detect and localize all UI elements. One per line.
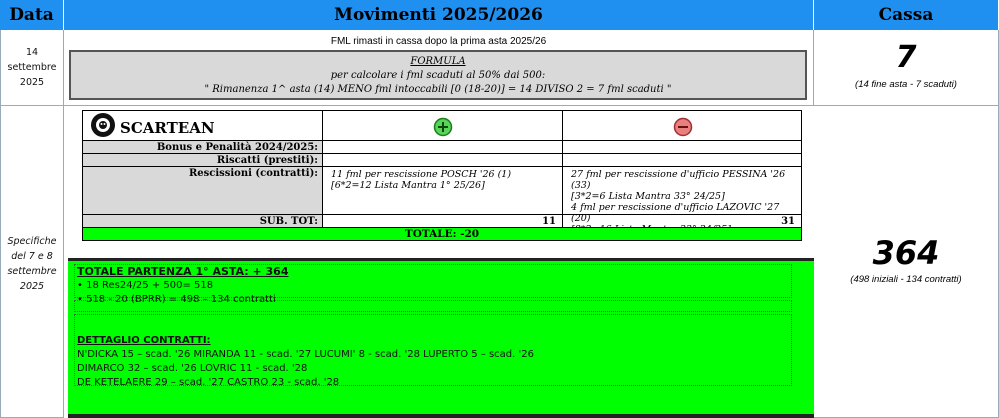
rescissioni-plus-cell: [322, 166, 562, 214]
fml-note: FML rimasti in cassa dopo la prima asta 2025/26: [330, 36, 547, 47]
row2-date-line: Specifiche: [7, 236, 57, 247]
team-logo: [91, 113, 115, 137]
row2-cassa-value: 364: [872, 234, 940, 272]
riscatti-minus-cell: [562, 153, 802, 166]
totale-partenza: TOTALE PARTENZA 1° ASTA: + 364: [77, 265, 289, 278]
formula-title: FORMULA: [410, 56, 466, 67]
plus-circle-icon: [433, 117, 453, 141]
row1-date-line: 2025: [19, 77, 45, 88]
row2-date-line: del 7 e 8: [11, 251, 53, 262]
dettaglio-line: N'DICKA 15 – scad. '26 MIRANDA 11 - scad. '27 LUCUMI' 8 - scad. '28 LUPERTO 5 – scad. '26: [77, 349, 534, 360]
row1-movimenti-cell: [64, 30, 814, 106]
row1-date-cell: [0, 30, 64, 106]
partenza-block: [68, 258, 814, 418]
formula-box: [69, 50, 807, 100]
subtot-minus: 31: [781, 216, 795, 227]
row1-cassa-value: 7: [895, 40, 917, 75]
row2-date-line: 2025: [19, 281, 45, 292]
rescissione-minus-line: [3*2=6 Lista Mantra 33° 24/25]: [571, 191, 725, 202]
partenza-line: • 18 Res24/25 + 500= 518: [77, 280, 214, 291]
row2-cassa-note: (498 iniziali - 134 contratti): [850, 274, 962, 285]
formula-line2: " Rimanenza 1^ asta (14) MENO fml intoccabili [0 (18-20)] = 14 DIVISO 2 = 7 fml scaduti ": [204, 84, 672, 95]
minus-circle-icon: [673, 117, 693, 141]
subtot-plus: 11: [542, 216, 556, 227]
team-name: SCARTEAN: [120, 119, 215, 137]
dettaglio-title: DETTAGLIO CONTRATTI:: [77, 335, 211, 346]
row1-cassa-cell: [814, 30, 999, 106]
row1-cassa-note: (14 fine asta - 7 scaduti): [855, 79, 957, 90]
scartean-table: [82, 110, 802, 238]
rescissione-plus-line: 11 fml per rescissione POSCH '26 (1): [331, 169, 512, 180]
riscatti-label: Riscatti (prestiti):: [216, 155, 318, 166]
row2-movimenti-cell: [64, 106, 814, 418]
bonus-plus-cell: [322, 140, 562, 153]
rescissione-plus-line: [6*2=12 Lista Mantra 1° 25/26]: [331, 180, 485, 191]
subtot-label: SUB. TOT:: [259, 216, 318, 227]
header-cassa: Cassa: [814, 0, 999, 30]
row2-date-cell: [0, 106, 64, 418]
partenza-line: • 518 - 20 (BPRR) = 498 – 134 contratti: [77, 294, 276, 305]
totale: TOTALE: -20: [404, 228, 480, 240]
header-data: Data: [0, 0, 64, 30]
row2-date-line: settembre: [7, 266, 57, 277]
rescissione-minus-line: 27 fml per rescissione d'ufficio PESSINA '26 (33): [571, 169, 786, 191]
bonus-label: Bonus e Penalità 2024/2025:: [156, 142, 318, 153]
dettaglio-line: DE KETELAERE 29 – scad. '27 CASTRO 23 - scad. '28: [77, 377, 340, 388]
dettaglio-line: DIMARCO 32 – scad. '26 LOVRIC 11 - scad. '28: [77, 363, 308, 374]
row2-cassa-cell: [814, 106, 999, 418]
row1-date-line: 14: [25, 47, 39, 58]
header-movimenti: Movimenti 2025/2026: [64, 0, 814, 30]
rescissione-minus-line: 4 fml per rescissione d'ufficio LAZOVIC '27 (20): [571, 202, 780, 224]
bonus-minus-cell: [562, 140, 802, 153]
riscatti-plus-cell: [322, 153, 562, 166]
row1-date-line: settembre: [7, 62, 57, 73]
formula-line1: per calcolare i fml scaduti al 50% dai 500:: [330, 70, 546, 81]
rescissioni-label: Rescissioni (contratti):: [188, 168, 318, 179]
